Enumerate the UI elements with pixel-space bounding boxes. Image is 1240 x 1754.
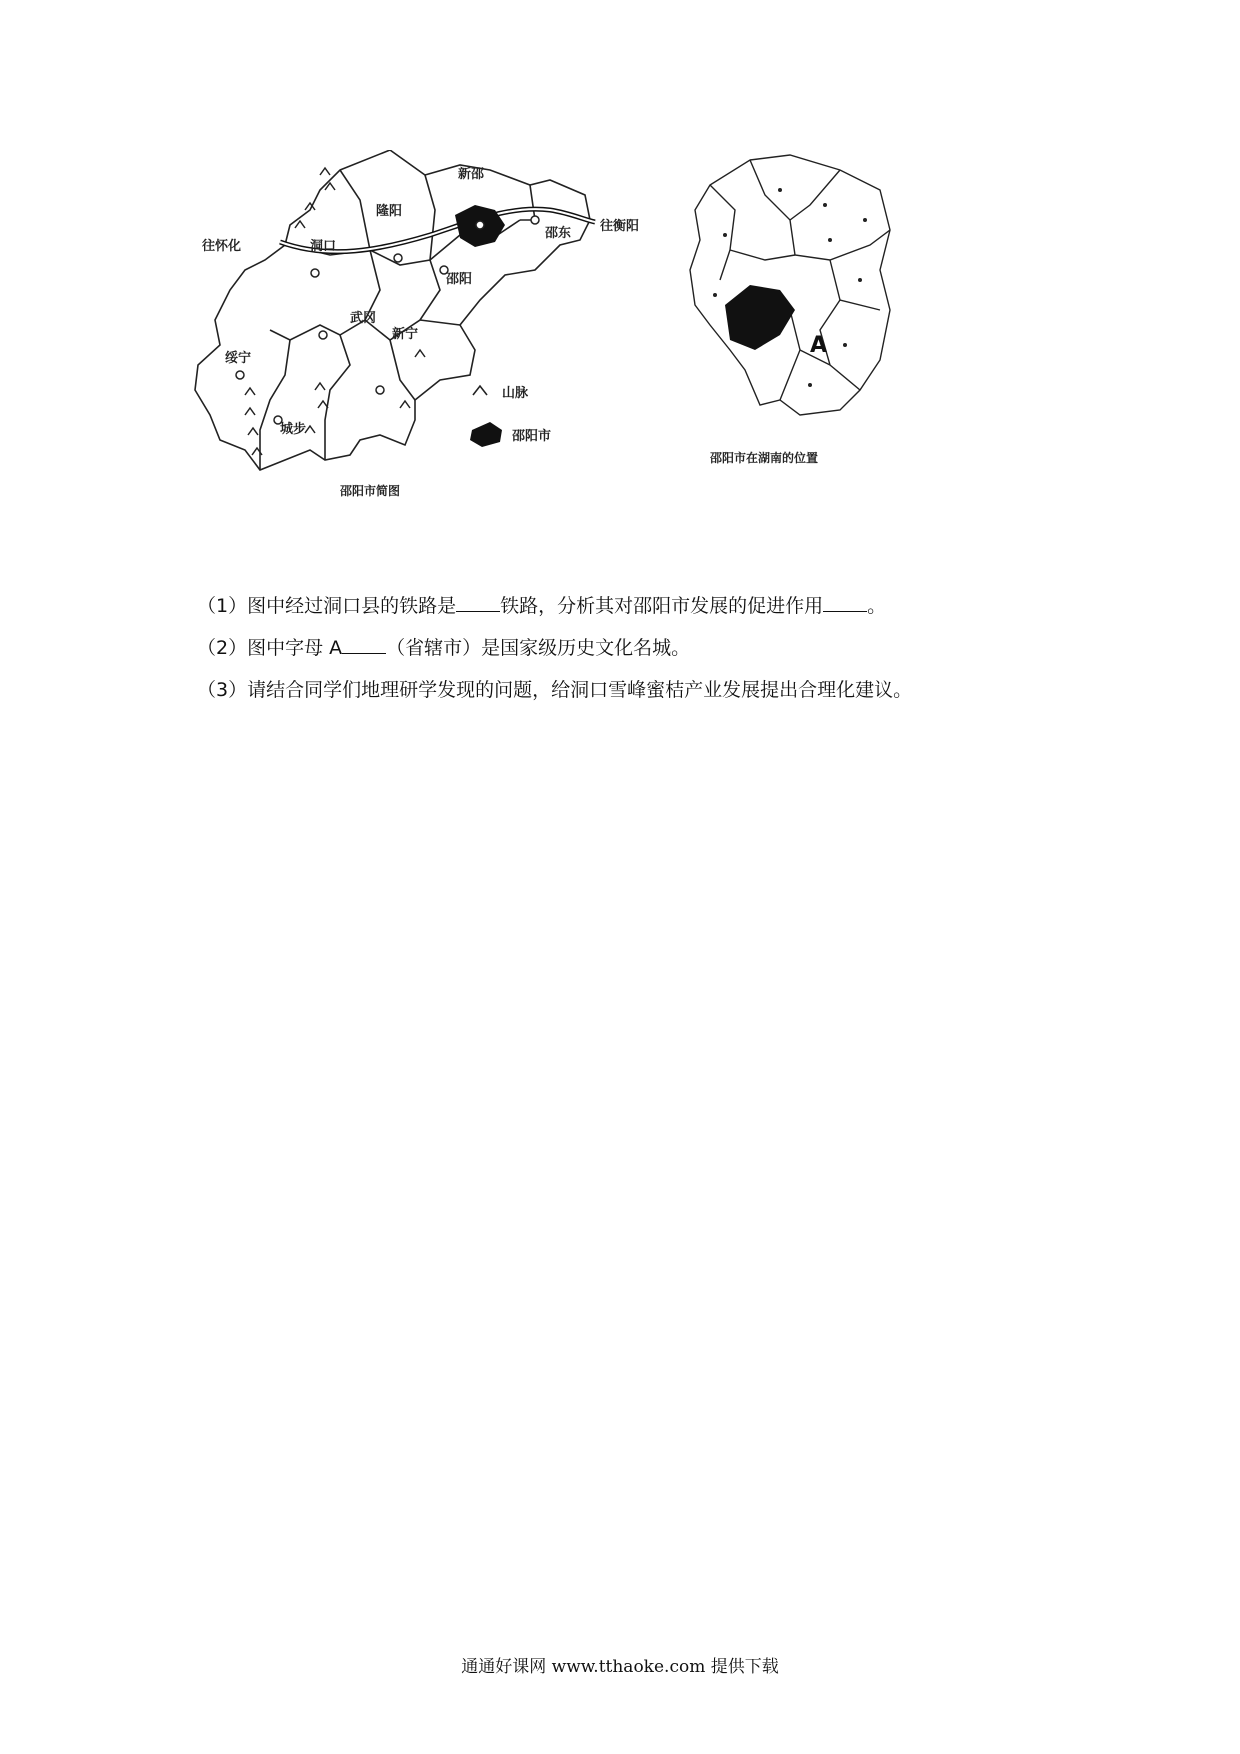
map-figures: [190, 150, 1040, 570]
county-seat-marker: [531, 216, 539, 224]
label-wugang: 武冈: [350, 311, 377, 326]
county-border: [340, 170, 370, 250]
mountain-symbol: [305, 426, 315, 433]
prefecture-dot: [858, 278, 862, 282]
label-to-huaihua: 往怀化: [202, 239, 242, 254]
prefecture-dot: [828, 238, 832, 242]
label-shaoyang: 邵阳: [446, 272, 473, 287]
right-map-caption: 邵阳市在湖南的位置: [710, 451, 819, 465]
left-map-caption: 邵阳市简图: [340, 484, 401, 498]
question-1-text-b: 铁路，分析其对邵阳市发展的促进作用: [500, 595, 824, 617]
label-longhui: 隆阳: [376, 204, 403, 219]
label-dongkou: 洞口: [310, 239, 337, 254]
shaoyang-outline: [195, 150, 590, 470]
legend-mountain-label: 山脉: [502, 386, 529, 401]
legend-city-icon: [470, 422, 502, 447]
mountain-symbol: [245, 408, 255, 415]
mountain-symbol: [320, 168, 330, 175]
question-2-text-b: （省辖市）是国家级历史文化名城。: [386, 637, 691, 659]
county-border: [520, 185, 535, 220]
label-suining: 绥宁: [225, 351, 252, 366]
question-2-text-a: （2）图中字母 A: [197, 637, 343, 659]
county-border: [325, 335, 350, 460]
mountain-symbol: [415, 350, 425, 357]
prefecture-dot: [778, 188, 782, 192]
legend-city-label: 邵阳市: [512, 429, 552, 444]
answer-blank: [823, 593, 867, 612]
prefecture-border: [750, 160, 840, 220]
county-border: [390, 340, 415, 400]
question-1-text-a: （1）图中经过洞口县的铁路是: [197, 595, 457, 617]
mountain-symbol: [245, 388, 255, 395]
county-border: [425, 175, 435, 260]
question-2: [197, 627, 1097, 669]
marker-a: A: [810, 333, 828, 358]
label-xinshao: 新邵: [458, 167, 485, 182]
prefecture-border: [790, 220, 890, 260]
question-3-text: （3）请结合同学们地理研学发现的问题，给洞口雪峰蜜桔产业发展提出合理化建议。: [197, 679, 913, 701]
answer-blank: [456, 593, 500, 612]
label-chengbu: 城步: [280, 422, 307, 437]
question-3: [197, 669, 1097, 711]
hunan-map: [690, 155, 890, 415]
county-border: [260, 340, 290, 470]
county-seat-marker: [394, 254, 402, 262]
mountain-symbol: [295, 221, 305, 228]
prefecture-dot: [713, 293, 717, 297]
prefecture-dot: [863, 218, 867, 222]
shaoyang-map: [195, 150, 590, 470]
maps-svg: [190, 150, 1040, 570]
label-xinning: 新宁: [392, 327, 419, 342]
mountain-symbol: [318, 401, 328, 408]
county-border: [420, 320, 460, 325]
mountain-symbol: [248, 428, 258, 435]
footer-credit: 通通好课网 www.tthaoke.com 提供下载: [461, 1657, 779, 1677]
legend-mountain-icon: [473, 386, 487, 395]
county-seat-marker: [376, 386, 384, 394]
prefecture-dot: [808, 383, 812, 387]
mountain-symbol: [315, 383, 325, 390]
questions-list: [197, 585, 1097, 711]
county-border: [270, 250, 380, 340]
mountain-symbol: [400, 401, 410, 408]
county-seat-marker: [476, 221, 484, 229]
question-1: [197, 585, 1097, 627]
county-seat-marker: [319, 331, 327, 339]
label-to-hengyang: 往衡阳: [600, 219, 640, 234]
prefecture-dot: [843, 343, 847, 347]
prefecture-dot: [823, 203, 827, 207]
answer-blank: [342, 635, 386, 654]
prefecture-border: [730, 250, 795, 260]
county-seat-marker: [236, 371, 244, 379]
label-shaodong: 邵东: [545, 226, 572, 241]
prefecture-dot: [723, 233, 727, 237]
shaoyang-highlight: [725, 285, 795, 350]
prefecture-border: [710, 185, 735, 280]
county-seat-marker: [311, 269, 319, 277]
question-1-text-c: 。: [867, 595, 887, 617]
